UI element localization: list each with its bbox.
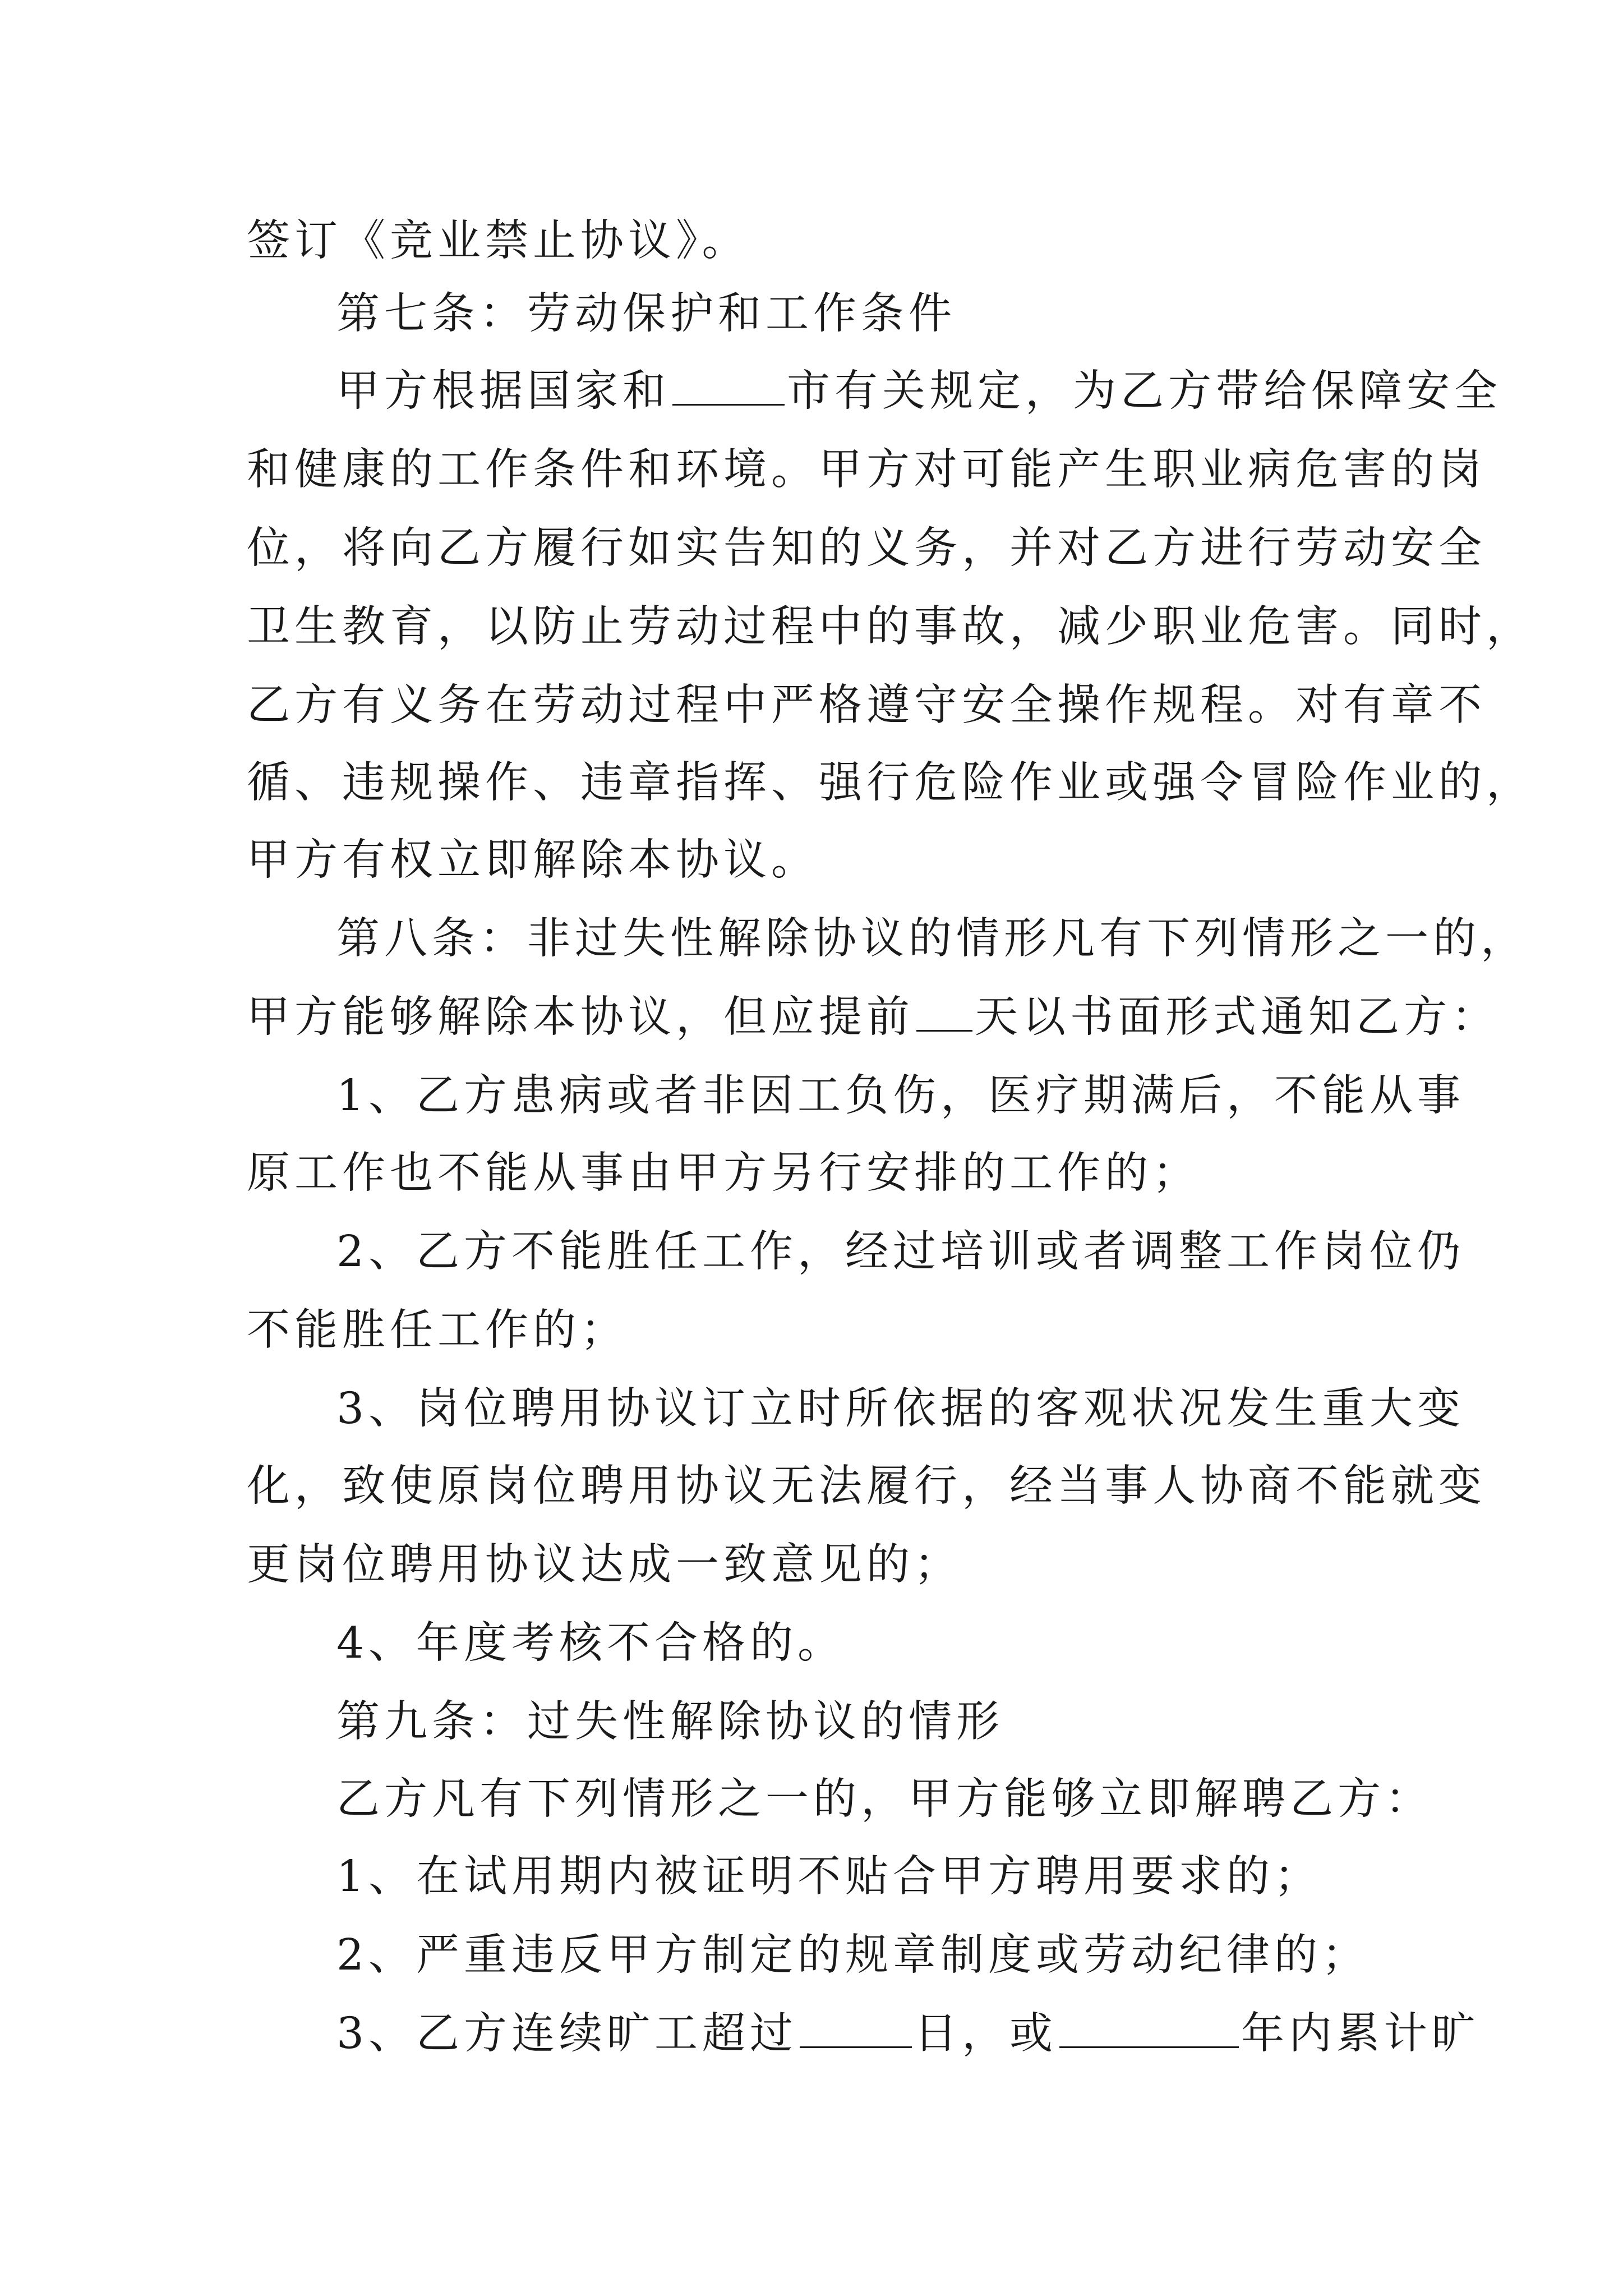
text-line xyxy=(247,1537,1385,1593)
text-span: 更岗位聘用协议达成一致意见的； xyxy=(247,1540,962,1590)
text-span: 位，将向乙方履行如实告知的义务，并对乙方进行劳动安全 xyxy=(247,523,1486,573)
text-span: 第九条：过失性解除协议的情形 xyxy=(336,1697,1004,1747)
text-span: 原工作也不能从事由甲方另行安排的工作的； xyxy=(247,1148,1200,1198)
list-item xyxy=(336,1927,1385,1984)
text-span: 甲方有权立即解除本协议。 xyxy=(247,835,819,885)
section-heading-8 xyxy=(336,911,1528,967)
text-line xyxy=(247,442,1486,498)
text-span: 3、岗位聘用协议订立时所依据的客观状况发生重大变 xyxy=(336,1384,1465,1434)
text-span: 甲方根据国家和 xyxy=(336,366,670,416)
text-line xyxy=(247,678,1486,734)
text-span: 3、乙方连续旷工超过 xyxy=(336,2009,797,2059)
text-line xyxy=(247,755,1534,811)
text-span: 乙方凡有下列情形之一的，甲方能够立即解聘乙方： xyxy=(336,1774,1433,1824)
text-span: 循、违规操作、违章指挥、强行危险作业或强令冒险作业的， xyxy=(247,758,1534,808)
section-heading-9 xyxy=(336,1694,1385,1750)
text-span: 乙方有义务在劳动过程中严格遵守安全操作规程。对有章不 xyxy=(247,680,1486,730)
text-line xyxy=(336,364,1502,420)
text-span: 甲方能够解除本协议，但应提前 xyxy=(247,992,914,1042)
text-span: 不能胜任工作的； xyxy=(247,1305,628,1355)
text-span: 第八条：非过失性解除协议的情形凡有下列情形之一的， xyxy=(336,914,1528,964)
fill-in-blank xyxy=(800,2007,912,2048)
text-line xyxy=(336,1772,1433,1828)
list-item xyxy=(336,1849,1385,1905)
text-span: 年内累计旷 xyxy=(1241,2009,1479,2059)
list-item xyxy=(336,1616,1385,1672)
text-line xyxy=(247,213,1385,269)
text-span: 化，致使原岗位聘用协议无法履行，经当事人协商不能就变 xyxy=(247,1461,1486,1511)
text-span: 2、乙方不能胜任工作，经过培训或者调整工作岗位仍 xyxy=(336,1227,1465,1277)
text-span: 1、乙方患病或者非因工负伤，医疗期满后，不能从事 xyxy=(336,1071,1465,1121)
text-span: 4、年度考核不合格的。 xyxy=(336,1618,845,1668)
text-span: 卫生教育，以防止劳动过程中的事故，减少职业危害。同时， xyxy=(247,602,1534,652)
fill-in-blank xyxy=(672,365,785,406)
text-line xyxy=(247,1145,1385,1202)
fill-in-blank xyxy=(916,991,972,1032)
text-line xyxy=(247,521,1486,577)
text-span: 日，或 xyxy=(914,2009,1057,2059)
section-heading-7 xyxy=(336,286,1385,342)
text-span: 签订《竞业禁止协议》。 xyxy=(247,216,750,266)
text-line xyxy=(247,1458,1486,1515)
text-line xyxy=(247,990,1499,1046)
list-item xyxy=(336,1381,1465,1437)
text-span: 1、在试用期内被证明不贴合甲方聘用要求的； xyxy=(336,1852,1322,1902)
list-item xyxy=(336,2006,1479,2062)
text-span: 2、严重违反甲方制定的规章制度或劳动纪律的； xyxy=(336,1930,1370,1980)
fill-in-blank xyxy=(1059,2007,1239,2048)
text-line xyxy=(247,599,1534,655)
list-item xyxy=(336,1068,1465,1124)
text-span: 天以书面形式通知乙方： xyxy=(975,992,1499,1042)
text-line xyxy=(247,1303,1385,1359)
text-span: 第七条：劳动保护和工作条件 xyxy=(336,289,956,339)
text-span: 市有关规定，为乙方带给保障安全 xyxy=(787,366,1502,416)
text-span: 和健康的工作条件和环境。甲方对可能产生职业病危害的岗 xyxy=(247,445,1486,495)
text-line xyxy=(247,832,1385,889)
list-item xyxy=(336,1224,1465,1280)
